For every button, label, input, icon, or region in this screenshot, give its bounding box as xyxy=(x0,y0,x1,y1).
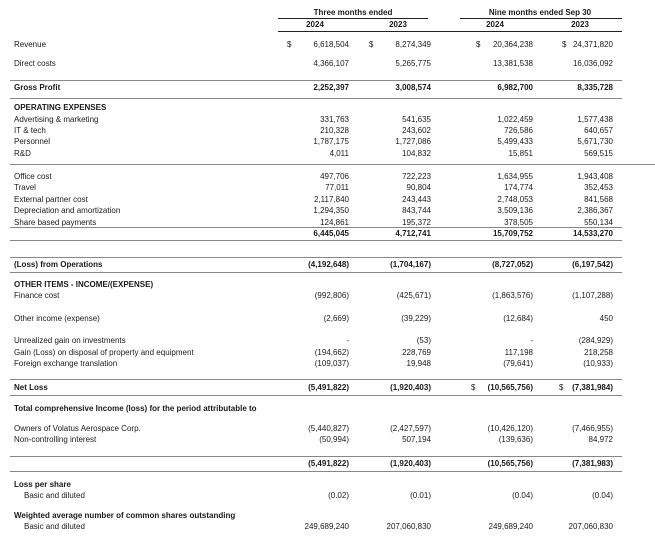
cell-lps-c1: (0.02) xyxy=(328,491,349,500)
cell-comp-total-c1: (5,491,822) xyxy=(308,459,349,468)
cell-partner-c3: 2,748,053 xyxy=(497,195,533,204)
row-label-partner: External partner cost xyxy=(14,195,88,204)
cell-net-loss-c4: (7,381,984) xyxy=(572,383,613,392)
cell-share-based-c4: 550,134 xyxy=(584,218,613,227)
row-label-comprehensive-heading: Total comprehensive Income (loss) for the period attributable to xyxy=(14,404,257,413)
cell-rnd-c3: 15,851 xyxy=(508,149,533,158)
cell-opex-total-c3: 15,709,752 xyxy=(492,229,533,238)
cell-rnd-c4: 569,515 xyxy=(584,149,613,158)
cell-travel-c4: 352,453 xyxy=(584,183,613,192)
cell-lps-c4: (0.04) xyxy=(592,491,613,500)
cell-personnel-c3: 5,499,433 xyxy=(497,137,533,146)
row-label-other-income: Other income (expense) xyxy=(14,314,100,323)
divider-loss-ops-bottom xyxy=(10,272,622,273)
row-label-lps-heading: Loss per share xyxy=(14,480,71,489)
cell-gross-profit-c3: 6,982,700 xyxy=(497,83,533,92)
divider-net-loss-top xyxy=(10,379,622,380)
cell-finance-c2: (425,671) xyxy=(396,291,431,300)
row-label-travel: Travel xyxy=(14,183,36,192)
cell-office-c1: 497,706 xyxy=(320,172,349,181)
row-label-loss-ops: (Loss) from Operations xyxy=(14,260,103,269)
row-label-opex-heading: OPERATING EXPENSES xyxy=(14,103,107,112)
cell-office-c4: 1,943,408 xyxy=(577,172,613,181)
row-label-revenue: Revenue xyxy=(14,40,47,49)
cell-net-loss-c1: (5,491,822) xyxy=(308,383,349,392)
row-label-share-based: Share based payments xyxy=(14,218,97,227)
currency-symbol: $ xyxy=(559,383,564,392)
cell-nci-c1: (50,994) xyxy=(319,435,349,444)
cell-advertising-c4: 1,577,438 xyxy=(577,115,613,124)
cell-rnd-c1: 4,011 xyxy=(329,149,349,158)
cell-net-loss-c3: (10,565,756) xyxy=(487,383,533,392)
cell-it-tech-c4: 640,657 xyxy=(584,126,613,135)
divider-opex-total xyxy=(10,227,622,228)
cell-other-income-c3: (12,684) xyxy=(503,314,533,323)
cell-gross-profit-c4: 8,335,728 xyxy=(577,83,613,92)
row-label-it-tech: IT & tech xyxy=(14,126,46,135)
cell-gross-profit-c2: 3,008,574 xyxy=(395,83,431,92)
cell-it-tech-c1: 210,328 xyxy=(320,126,349,135)
cell-finance-c1: (992,806) xyxy=(314,291,349,300)
cell-disposal-c2: 228,769 xyxy=(402,348,431,357)
cell-loss-ops-c4: (6,197,542) xyxy=(572,260,613,269)
cell-office-c3: 1,634,955 xyxy=(497,172,533,181)
header-col1-year: 2024 xyxy=(306,20,324,29)
cell-loss-ops-c2: (1,704,167) xyxy=(390,260,431,269)
cell-owners-c2: (2,427,597) xyxy=(390,424,431,433)
cell-fx-c4: (10,933) xyxy=(583,359,613,368)
cell-advertising-c2: 541,635 xyxy=(402,115,431,124)
cell-partner-c1: 2,117,840 xyxy=(314,195,349,204)
cell-gross-profit-c1: 2,252,397 xyxy=(313,83,349,92)
header-col4-year: 2023 xyxy=(571,20,589,29)
cell-finance-c3: (1,863,576) xyxy=(492,291,533,300)
cell-direct-costs-c2: 5,265,775 xyxy=(395,59,431,68)
currency-symbol: $ xyxy=(476,40,481,49)
cell-share-based-c2: 195,372 xyxy=(402,218,431,227)
cell-disposal-c1: (194,662) xyxy=(314,348,349,357)
cell-comp-total-c2: (1,920,403) xyxy=(390,459,431,468)
cell-revenue-c4: 24,371,820 xyxy=(572,40,613,49)
cell-owners-c3: (10,426,120) xyxy=(487,424,533,433)
currency-symbol: $ xyxy=(471,383,476,392)
row-label-office: Office cost xyxy=(14,172,52,181)
header-col3-year: 2024 xyxy=(486,20,504,29)
cell-opex-total-c1: 6,445,045 xyxy=(313,229,349,238)
cell-opex-total-c4: 14,533,270 xyxy=(572,229,613,238)
cell-it-tech-c3: 726,586 xyxy=(504,126,533,135)
cell-loss-ops-c1: (4,192,648) xyxy=(308,260,349,269)
cell-fx-c2: 19,948 xyxy=(406,359,431,368)
divider-opex-top xyxy=(10,98,622,99)
cell-personnel-c2: 1,727,086 xyxy=(395,137,431,146)
row-label-nci: Non-controlling interest xyxy=(14,435,97,444)
divider-opex-bottom xyxy=(10,240,622,241)
row-label-other-heading: OTHER ITEMS - INCOME/(EXPENSE) xyxy=(14,280,154,289)
row-label-lps: Basic and diluted xyxy=(24,491,85,500)
cell-share-based-c1: 124,861 xyxy=(320,218,349,227)
cell-nci-c3: (139,636) xyxy=(498,435,533,444)
row-label-unrealized: Unrealized gain on investments xyxy=(14,336,126,345)
cell-depreciation-c3: 3,509,136 xyxy=(497,206,533,215)
row-label-rnd: R&D xyxy=(14,149,31,158)
cell-comp-total-c3: (10,565,756) xyxy=(487,459,533,468)
cell-personnel-c1: 1,787,175 xyxy=(313,137,349,146)
row-label-depreciation: Depreciation and amortization xyxy=(14,206,121,215)
cell-direct-costs-c1: 4,366,107 xyxy=(313,59,349,68)
cell-direct-costs-c3: 13,381,538 xyxy=(492,59,533,68)
cell-depreciation-c1: 1,294,350 xyxy=(313,206,349,215)
header-underline-three xyxy=(278,18,428,19)
cell-wa-c3: 249,689,240 xyxy=(488,522,533,531)
row-label-owners: Owners of Volatus Aerospace Corp. xyxy=(14,424,141,433)
cell-partner-c4: 841,568 xyxy=(584,195,613,204)
divider-net-loss-bottom xyxy=(10,395,622,396)
header-bottom-rule xyxy=(278,31,622,32)
currency-symbol: $ xyxy=(562,40,567,49)
cell-share-based-c3: 378,505 xyxy=(504,218,533,227)
cell-personnel-c4: 5,671,730 xyxy=(577,137,613,146)
divider-comp-total-top xyxy=(10,456,622,457)
header-underline-nine xyxy=(460,18,622,19)
cell-unrealized-c4: (284,929) xyxy=(578,336,613,345)
row-label-direct-costs: Direct costs xyxy=(14,59,56,68)
cell-unrealized-c3: - xyxy=(530,336,533,345)
cell-revenue-c1: 6,618,504 xyxy=(313,40,349,49)
row-label-gross-profit: Gross Profit xyxy=(14,83,61,92)
row-label-personnel: Personnel xyxy=(14,137,51,146)
header-nine-months: Nine months ended Sep 30 xyxy=(488,8,592,17)
cell-comp-total-c4: (7,381,983) xyxy=(572,459,613,468)
cell-nci-c4: 84,972 xyxy=(588,435,613,444)
cell-travel-c2: 90,804 xyxy=(406,183,431,192)
cell-owners-c4: (7,466,955) xyxy=(572,424,613,433)
row-label-wa-heading: Weighted average number of common shares outstanding xyxy=(14,511,236,520)
header-col2-year: 2023 xyxy=(389,20,407,29)
cell-fx-c3: (79,641) xyxy=(503,359,533,368)
currency-symbol: $ xyxy=(287,40,292,49)
cell-lps-c2: (0.01) xyxy=(410,491,431,500)
row-label-net-loss: Net Loss xyxy=(14,383,48,392)
currency-symbol: $ xyxy=(369,40,374,49)
cell-office-c2: 722,223 xyxy=(402,172,431,181)
cell-partner-c2: 243,443 xyxy=(402,195,431,204)
cell-wa-c2: 207,060,830 xyxy=(386,522,431,531)
divider-opex-split xyxy=(10,164,655,165)
cell-finance-c4: (1,107,288) xyxy=(572,291,613,300)
cell-advertising-c1: 331,763 xyxy=(320,115,349,124)
cell-loss-ops-c3: (8,727,052) xyxy=(492,260,533,269)
divider-loss-ops-top xyxy=(10,257,622,258)
cell-disposal-c3: 117,198 xyxy=(504,348,533,357)
cell-other-income-c1: (2,669) xyxy=(323,314,349,323)
cell-revenue-c2: 8,274,349 xyxy=(395,40,431,49)
cell-travel-c1: 77,011 xyxy=(325,183,349,192)
cell-nci-c2: 507,194 xyxy=(402,435,431,444)
cell-travel-c3: 174,774 xyxy=(504,183,533,192)
cell-direct-costs-c4: 16,036,092 xyxy=(572,59,613,68)
cell-unrealized-c1: - xyxy=(346,336,349,345)
divider-gross-profit xyxy=(10,80,622,81)
cell-rnd-c2: 104,832 xyxy=(402,149,431,158)
cell-other-income-c2: (39,229) xyxy=(401,314,431,323)
cell-lps-c3: (0.04) xyxy=(512,491,533,500)
cell-wa-c4: 207,060,830 xyxy=(568,522,613,531)
cell-owners-c1: (5,440,827) xyxy=(308,424,349,433)
cell-depreciation-c2: 843,744 xyxy=(402,206,431,215)
row-label-disposal: Gain (Loss) on disposal of property and equipment xyxy=(14,348,194,357)
divider-comp-total-bottom xyxy=(10,471,622,472)
row-label-fx: Foreign exchange translation xyxy=(14,359,118,368)
cell-other-income-c4: 450 xyxy=(599,314,613,323)
header-three-months: Three months ended xyxy=(313,8,393,17)
cell-depreciation-c4: 2,386,367 xyxy=(577,206,613,215)
cell-disposal-c4: 218,258 xyxy=(584,348,613,357)
row-label-advertising: Advertising & marketing xyxy=(14,115,99,124)
cell-unrealized-c2: (53) xyxy=(416,336,431,345)
cell-opex-total-c2: 4,712,741 xyxy=(395,229,431,238)
row-label-finance: Finance cost xyxy=(14,291,60,300)
cell-it-tech-c2: 243,602 xyxy=(402,126,431,135)
row-label-wa: Basic and diluted xyxy=(24,522,85,531)
cell-net-loss-c2: (1,920,403) xyxy=(390,383,431,392)
cell-revenue-c3: 20,364,238 xyxy=(492,40,533,49)
cell-wa-c1: 249,689,240 xyxy=(304,522,349,531)
cell-advertising-c3: 1,022,459 xyxy=(497,115,533,124)
cell-fx-c1: (109,037) xyxy=(314,359,349,368)
